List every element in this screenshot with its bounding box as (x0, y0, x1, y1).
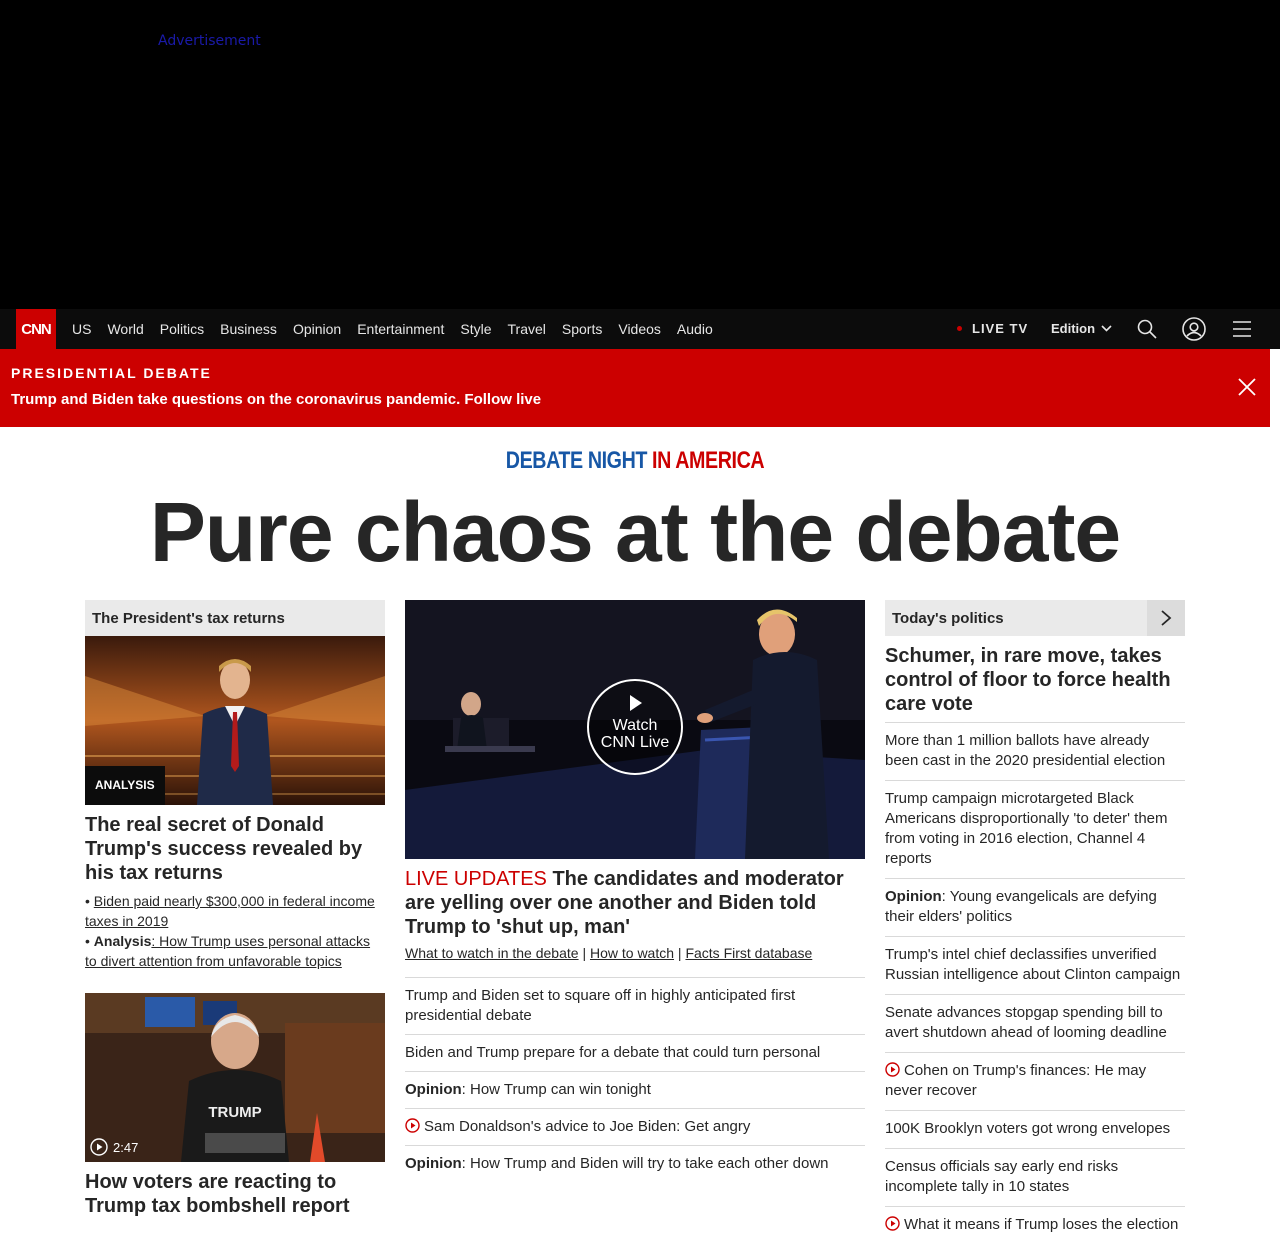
search-icon[interactable] (1135, 317, 1159, 341)
separator: | (674, 945, 686, 961)
left-column (85, 600, 385, 1218)
list-item-text[interactable]: Census officials say early end risks incomplete tally in 10 states (885, 1158, 1119, 1195)
debate-night-logo[interactable] (114, 447, 1155, 475)
politics-story-list (885, 722, 1185, 1244)
voters-headline[interactable]: How voters are reacting to Trump tax bombshell report (85, 1171, 350, 1217)
list-item-text[interactable]: : Young evangelicals are defying their elders' politics (885, 888, 1157, 925)
duration-label: 2:47 (113, 1139, 139, 1155)
sublink-how-to-watch[interactable]: How to watch (589, 945, 675, 961)
cnn-logo[interactable]: CNN (16, 309, 56, 349)
list-item-text[interactable]: Senate advances stopgap spending bill to avert shutdown ahead of looming deadline (885, 1004, 1167, 1041)
list-item-text[interactable]: Trump's intel chief declassifies unverified Russian intelligence about Clinton campaign (885, 946, 1181, 983)
list-item[interactable] (885, 780, 1185, 878)
section-title: Today's politics (892, 610, 1004, 627)
politics-lead-headline[interactable]: Schumer, in rare move, takes control of floor to force health care vote (885, 645, 1171, 715)
advertisement-label: Advertisement (158, 33, 261, 49)
opinion-label: Opinion (405, 1081, 462, 1098)
voter-video-thumbnail[interactable] (85, 993, 385, 1162)
bullet-link[interactable]: : How Trump uses personal attacks to divert attention from unfavorable topics (85, 933, 371, 969)
list-item-text[interactable]: More than 1 million ballots have already been cast in the 2020 presidential election (885, 732, 1166, 769)
watch-line-2: CNN Live (600, 734, 670, 751)
next-arrow-button[interactable] (1147, 600, 1185, 636)
chevron-down-icon (1101, 325, 1112, 332)
video-play-icon (885, 1062, 900, 1077)
play-icon (90, 1138, 108, 1156)
list-item-text[interactable]: What it means if Trump loses the election (904, 1216, 1179, 1233)
debate-logo-blue: DEBATE NIGHT (505, 447, 647, 474)
live-updates-headline[interactable] (405, 867, 865, 939)
live-updates-title[interactable]: The candidates and moderator are yelling over one another and Biden told Trump to 'shut up, man' (405, 868, 844, 938)
nav-link-style[interactable]: Style (460, 321, 492, 337)
account-icon[interactable] (1182, 317, 1206, 341)
list-item-text[interactable]: Trump campaign microtargeted Black Americans disproportionally 'to deter' them from voting in 2016 election, Channel 4 reports (885, 790, 1168, 867)
banner-text[interactable]: Trump and Biden take questions on the coronavirus pandemic. Follow live (11, 391, 542, 408)
right-column (885, 600, 1185, 1244)
nav-link-entertainment[interactable]: Entertainment (357, 321, 445, 337)
list-item-text[interactable]: : How Trump can win tonight (461, 1081, 651, 1098)
list-item[interactable] (405, 1145, 865, 1182)
debate-live-video[interactable] (405, 600, 865, 859)
list-item[interactable] (885, 1148, 1185, 1206)
list-item[interactable] (885, 936, 1185, 994)
list-item[interactable] (405, 1071, 865, 1108)
bullet-link[interactable]: Biden paid nearly $300,000 in federal income taxes in 2019 (85, 893, 375, 929)
watch-line-1: Watch (612, 717, 658, 734)
edition-selector[interactable] (1051, 321, 1112, 336)
list-item[interactable] (885, 1206, 1185, 1244)
watch-live-button[interactable] (587, 679, 683, 775)
close-icon[interactable] (1237, 377, 1257, 397)
middle-column (405, 600, 865, 1182)
list-item[interactable] (405, 977, 865, 1034)
list-item[interactable] (405, 1108, 865, 1145)
nav-link-us[interactable]: US (72, 321, 92, 337)
trump-photo[interactable] (85, 636, 385, 805)
svg-text:TRUMP: TRUMP (208, 1104, 262, 1121)
play-icon (625, 693, 645, 713)
nav-link-sports[interactable]: Sports (561, 321, 603, 337)
nav-link-videos[interactable]: Videos (618, 321, 661, 337)
analysis-badge: ANALYSIS (85, 766, 165, 805)
nav-links (72, 309, 729, 349)
list-item[interactable] (405, 1034, 865, 1071)
list-item-text[interactable]: Biden and Trump prepare for a debate that could turn personal (405, 1044, 821, 1061)
debate-logo-red: IN AMERICA (652, 447, 765, 474)
list-item[interactable] (885, 994, 1185, 1052)
nav-link-world[interactable]: World (107, 321, 144, 337)
bullet-item[interactable]: • Analysis: How Trump uses personal attacks to divert attention from unfavorable topics (85, 933, 371, 969)
list-item-text[interactable]: Cohen on Trump's finances: He may never recover (885, 1062, 1147, 1099)
tax-returns-bullets (85, 891, 385, 971)
video-play-icon (405, 1118, 420, 1133)
nav-link-opinion[interactable]: Opinion (292, 321, 342, 337)
banner-kicker: PRESIDENTIAL DEBATE (11, 365, 212, 381)
separator: | (578, 945, 590, 961)
debate-sublinks (405, 945, 865, 961)
list-item-text[interactable]: 100K Brooklyn voters got wrong envelopes (885, 1120, 1171, 1137)
list-item[interactable] (885, 722, 1185, 780)
chevron-right-icon (1160, 609, 1172, 627)
video-duration (90, 1138, 138, 1156)
sublink-what-to-watch[interactable]: What to watch in the debate (405, 945, 579, 961)
live-tv-label: LIVE TV (972, 321, 1029, 336)
nav-link-travel[interactable]: Travel (507, 321, 546, 337)
live-dot-icon (957, 326, 962, 331)
list-item-text[interactable]: Sam Donaldson's advice to Joe Biden: Get angry (424, 1118, 751, 1135)
nav-link-politics[interactable]: Politics (159, 321, 205, 337)
advertisement-area (0, 0, 1280, 309)
nav-link-business[interactable]: Business (220, 321, 277, 337)
opinion-label: Opinion (885, 888, 942, 905)
tax-returns-headline[interactable]: The real secret of Donald Trump's success revealed by his tax returns (85, 814, 363, 884)
top-nav (0, 309, 1280, 349)
debate-story-list (405, 977, 865, 1182)
edition-label: Edition (1051, 321, 1096, 336)
voter-image (85, 993, 385, 1162)
breaking-banner[interactable] (0, 349, 1270, 427)
section-header-tax-returns[interactable]: The President's tax returns (85, 600, 385, 636)
list-item[interactable] (885, 878, 1185, 936)
sublink-facts-first[interactable]: Facts First database (685, 945, 813, 961)
bullet-bold-label: Analysis (93, 933, 152, 949)
live-tv-link[interactable] (957, 321, 1028, 336)
video-play-icon (885, 1216, 900, 1231)
list-item-text[interactable]: Trump and Biden set to square off in highly anticipated first presidential debate (405, 987, 796, 1024)
menu-icon[interactable] (1230, 317, 1254, 341)
live-updates-kicker: LIVE UPDATES (405, 868, 547, 890)
section-header-todays-politics[interactable] (885, 600, 1185, 636)
bullet-item[interactable]: • Biden paid nearly $300,000 in federal income taxes in 2019 (85, 893, 375, 929)
main-headline[interactable]: Pure chaos at the debate (149, 485, 1121, 579)
list-item-text[interactable]: : How Trump and Biden will try to take each other down (461, 1155, 829, 1172)
list-item[interactable] (885, 1110, 1185, 1148)
list-item[interactable] (885, 1052, 1185, 1110)
opinion-label: Opinion (405, 1155, 462, 1172)
nav-link-audio[interactable]: Audio (676, 321, 713, 337)
